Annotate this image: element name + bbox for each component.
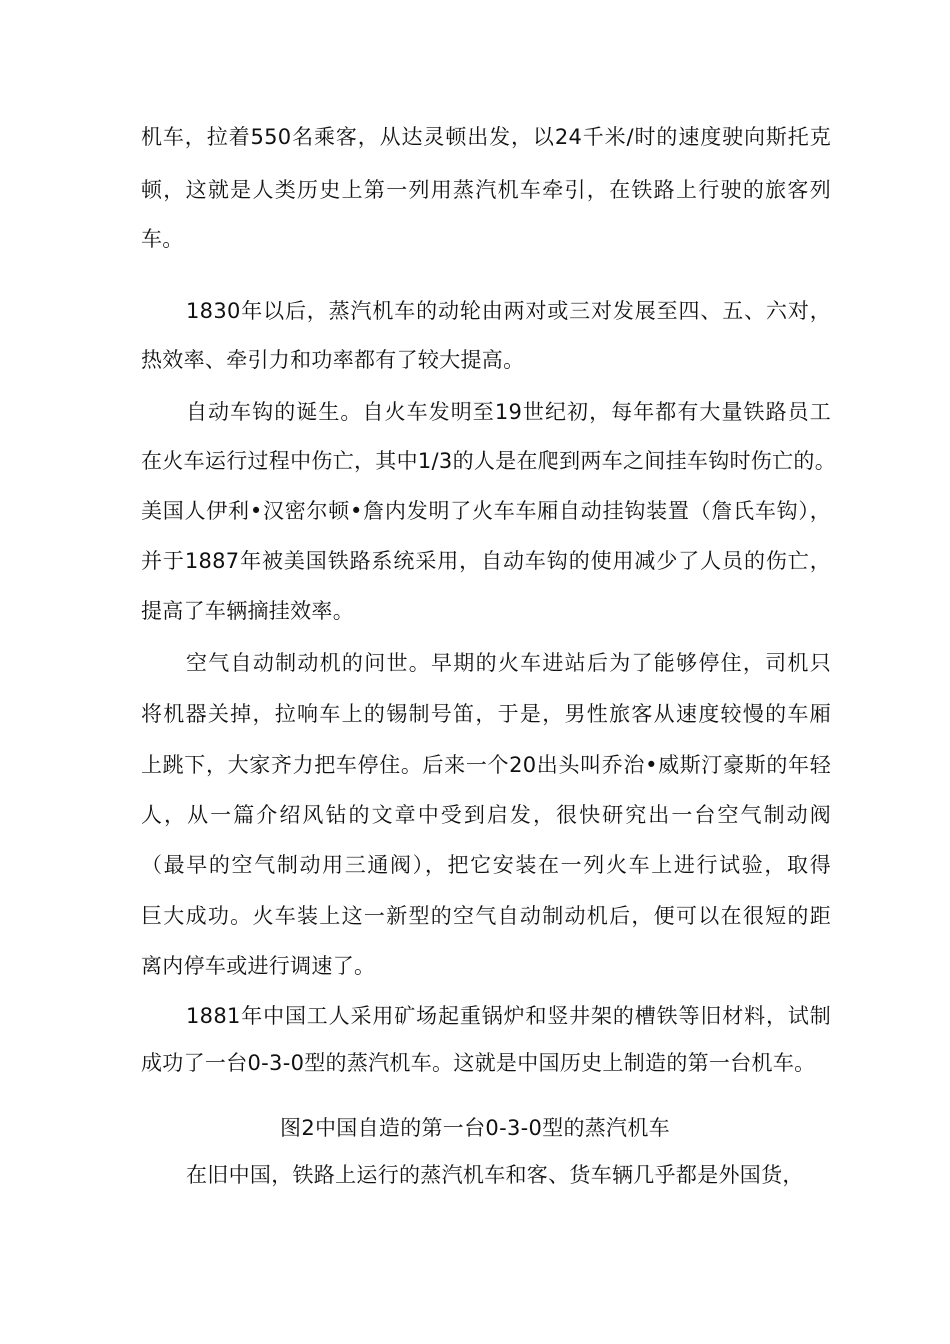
paragraph-4-line-6: 巨大成功。火车装上这一新型的空气自动制动机后，便可以在很短的距 <box>141 904 831 928</box>
paragraph-3-line-5: 提高了车辆摘挂效率。 <box>141 599 354 623</box>
paragraph-4-line-1: 空气自动制动机的问世。早期的火车进站后为了能够停住，司机只 <box>186 651 831 675</box>
paragraph-1-line-1: 机车，拉着550名乘客，从达灵顿出发，以24千米/时的速度驶向斯托克 <box>141 125 831 149</box>
paragraph-5-line-1: 1881年中国工人采用矿场起重锅炉和竖井架的槽铁等旧材料，试制 <box>186 1004 831 1028</box>
paragraph-2-line-2: 热效率、牵引力和功率都有了较大提高。 <box>141 348 525 372</box>
paragraph-4-line-2: 将机器关掉，拉响车上的锡制号笛，于是，男性旅客从速度较慢的车厢 <box>141 702 831 726</box>
paragraph-4-line-3: 上跳下，大家齐力把车停住。后来一个20出头叫乔治•威斯汀豪斯的年轻 <box>141 753 831 777</box>
paragraph-5-line-2: 成功了一台0-3-0型的蒸汽机车。这就是中国历史上制造的第一台机车。 <box>141 1051 816 1075</box>
paragraph-1-line-3: 车。 <box>141 227 184 251</box>
paragraph-3-line-1: 自动车钩的诞生。自火车发明至19世纪初，每年都有大量铁路员工 <box>186 400 831 424</box>
paragraph-3-line-3: 美国人伊利•汉密尔顿•詹内发明了火车车厢自动挂钩装置（詹氏车钩）， <box>141 499 831 523</box>
paragraph-3-line-4: 并于1887年被美国铁路系统采用，自动车钩的使用减少了人员的伤亡， <box>141 549 831 573</box>
figure-caption: 图2中国自造的第一台0-3-0型的蒸汽机车 <box>280 1116 670 1140</box>
paragraph-2-line-1: 1830年以后，蒸汽机车的动轮由两对或三对发展至四、五、六对， <box>186 299 831 323</box>
paragraph-4-line-7: 离内停车或进行调速了。 <box>141 954 376 978</box>
paragraph-3-line-2: 在火车运行过程中伤亡，其中1/3的人是在爬到两车之间挂车钩时伤亡的。 <box>141 449 836 473</box>
paragraph-1-line-2: 顿，这就是人类历史上第一列用蒸汽机车牵引，在铁路上行驶的旅客列 <box>141 178 831 202</box>
paragraph-4-line-5: （最早的空气制动用三通阀），把它安装在一列火车上进行试验，取得 <box>141 853 831 877</box>
paragraph-6-line-1: 在旧中国，铁路上运行的蒸汽机车和客、货车辆几乎都是外国货， <box>186 1163 804 1187</box>
paragraph-4-line-4: 人，从一篇介绍风钻的文章中受到启发，很快研究出一台空气制动阀 <box>141 803 831 827</box>
